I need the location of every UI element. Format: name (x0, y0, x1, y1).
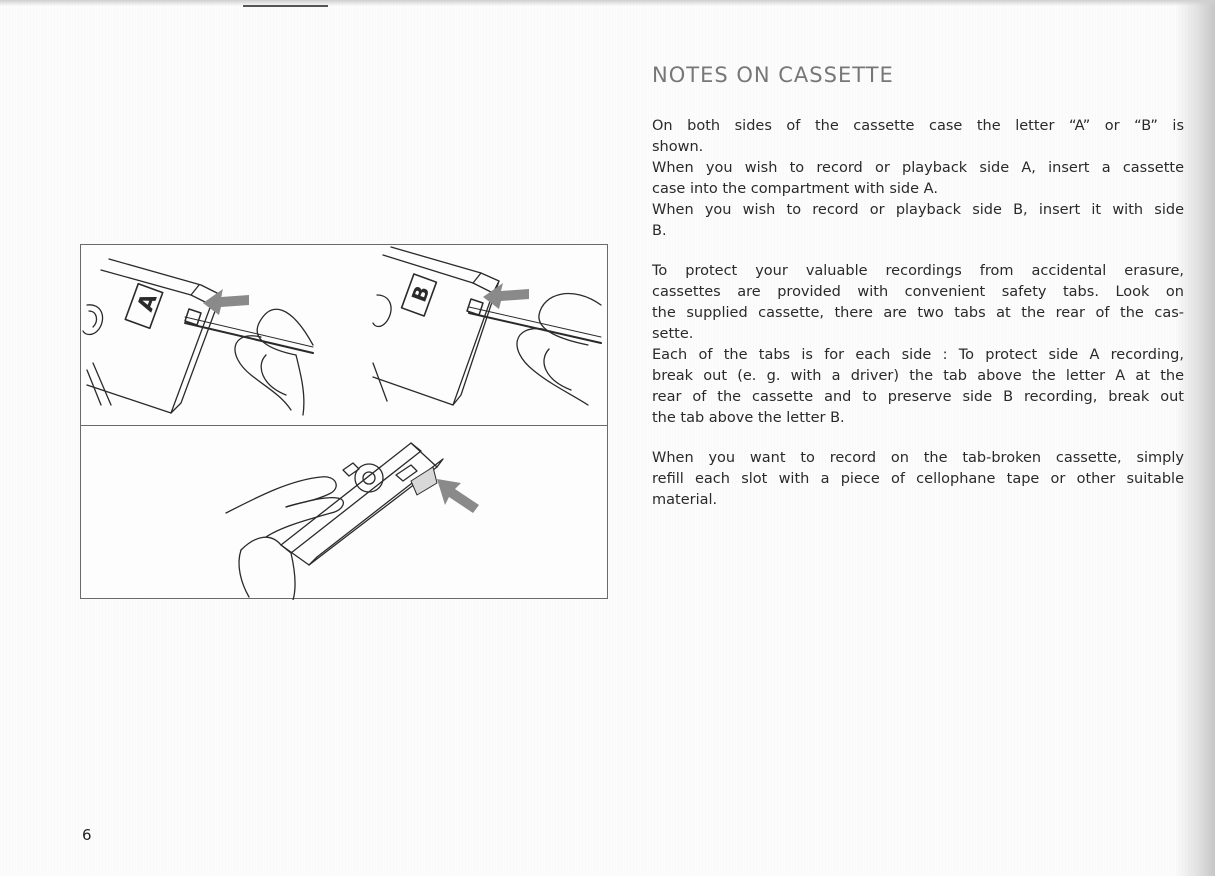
text-line: On both sides of the cassette case the letter “A” or “B” is (652, 118, 1184, 134)
cassette-letter-b: B (406, 282, 435, 306)
text-line: B. (652, 223, 667, 239)
text-line: material. (652, 492, 718, 508)
drawing-side-b (373, 247, 601, 405)
text-line: shown. (652, 139, 704, 155)
text-line: the supplied cassette, there are two tabs at the rear of the cas- (652, 305, 1184, 321)
cassette-letter-a: A (133, 290, 163, 315)
notes-text (652, 116, 1184, 530)
page-title: NOTES ON CASSETTE (652, 63, 894, 87)
text-line: When you wish to record or playback side B, insert it with side (652, 202, 1184, 218)
drawing-hand-cassette (226, 443, 443, 600)
paragraph-safety-tabs (652, 261, 1184, 429)
drawing-side-a (83, 259, 313, 415)
text-line: cassettes are provided with convenient safety tabs. Look on (652, 284, 1184, 300)
page-number: 6 (82, 826, 92, 844)
page-top-edge (0, 0, 1215, 6)
arrow-icon (483, 283, 529, 309)
paragraph-sides (652, 116, 1184, 242)
arrow-icon (203, 289, 249, 315)
text-line: sette. (652, 326, 694, 342)
text-line: Each of the tabs is for each side : To protect side A recording, (652, 347, 1184, 363)
text-line: the tab above the letter B. (652, 410, 845, 426)
arrow-icon (437, 479, 479, 513)
text-line: To protect your valuable recordings from accidental erasure, (652, 263, 1184, 279)
print-mark (243, 5, 328, 7)
text-line: refill each slot with a piece of cellophane tape or other suitable (652, 471, 1184, 487)
text-line: rear of the cassette and to preserve side B recording, break out (652, 389, 1184, 405)
text-line: break out (e. g. with a driver) the tab above the letter A at the (652, 368, 1184, 384)
cassette-illustration (80, 244, 608, 599)
text-line: case into the compartment with side A. (652, 181, 938, 197)
text-line: When you want to record on the tab-broken cassette, simply (652, 450, 1184, 466)
paragraph-refill (652, 448, 1184, 511)
cassette-drawings (81, 245, 609, 600)
text-line: When you wish to record or playback side A, insert a cassette (652, 160, 1184, 176)
